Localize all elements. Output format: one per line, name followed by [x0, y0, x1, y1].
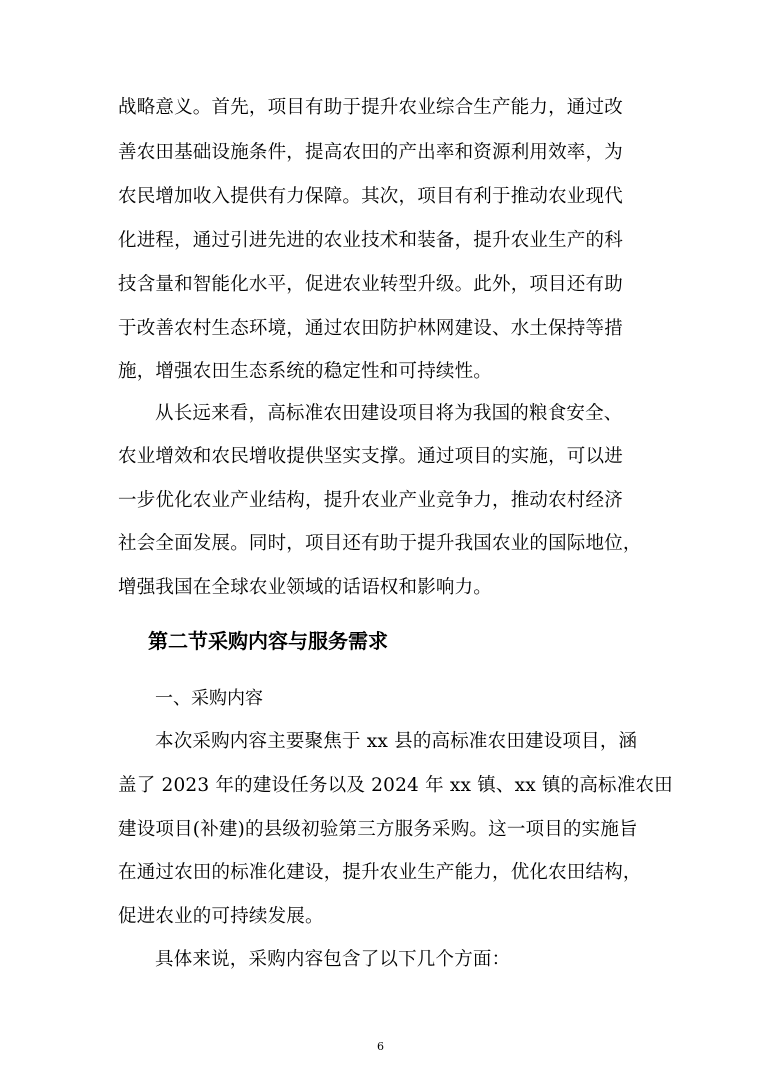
- paragraph-line: 从长远来看，高标准农田建设项目将为我国的粮食安全、: [155, 403, 623, 424]
- paragraph-line: 农民增加收入提供有力保障。其次，项目有利于推动农业现代: [118, 186, 623, 207]
- paragraph-line: 技含量和智能化水平，促进农业转型升级。此外，项目还有助: [118, 274, 623, 295]
- paragraph-line: 具体来说，采购内容包含了以下几个方面：: [155, 949, 511, 970]
- paragraph-line: 增强我国在全球农业领域的话语权和影响力。: [118, 577, 493, 598]
- paragraph-line: 在通过农田的标准化建设，提升农业生产能力，优化农田结构，: [118, 862, 642, 883]
- paragraph-line: 促进农业的可持续发展。: [118, 906, 324, 927]
- paragraph-line: 化进程，通过引进先进的农业技术和装备，提升农业生产的科: [118, 230, 623, 251]
- paragraph-line: 农业增效和农民增收提供坚实支撑。通过项目的实施，可以进: [118, 446, 623, 467]
- paragraph-line: 于改善农村生态环境，通过农田防护林网建设、水土保持等措: [118, 318, 623, 339]
- subsection-heading: 一、采购内容: [155, 688, 263, 709]
- paragraph-line: 本次采购内容主要聚焦于 xx 县的高标准农田建设项目，涵: [155, 731, 638, 752]
- paragraph-line: 建设项目(补建)的县级初验第三方服务采购。这一项目的实施旨: [118, 819, 638, 840]
- section-heading: 第二节采购内容与服务需求: [148, 629, 388, 653]
- page-number: 6: [377, 1040, 384, 1053]
- paragraph-line: 社会全面发展。同时，项目还有助于提升我国农业的国际地位，: [118, 533, 642, 554]
- paragraph-line: 施，增强农田生态系统的稳定性和可持续性。: [118, 361, 493, 382]
- paragraph-line: 善农田基础设施条件，提高农田的产出率和资源利用效率，为: [118, 142, 623, 163]
- paragraph-line: 战略意义。首先，项目有助于提升农业综合生产能力，通过改: [118, 97, 623, 118]
- paragraph-line: 一步优化农业产业结构，提升农业产业竞争力，推动农村经济: [118, 490, 623, 511]
- paragraph-line: 盖了 2023 年的建设任务以及 2024 年 xx 镇、xx 镇的高标准农田: [118, 775, 673, 796]
